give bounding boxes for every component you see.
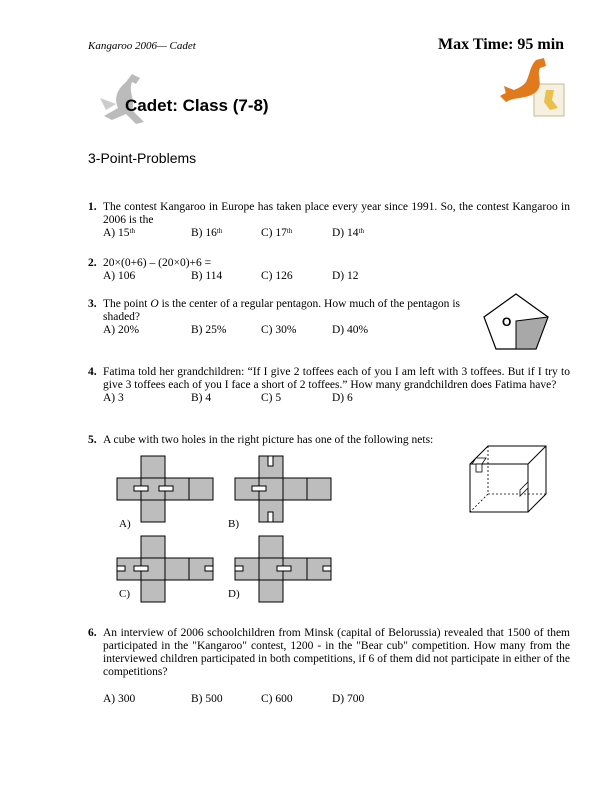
option-c: C) 600 [261, 693, 293, 705]
cube-figure [466, 442, 552, 516]
net-b [232, 452, 338, 524]
option-a: A) 20% [103, 324, 140, 336]
option-c: C) 5 [261, 392, 282, 404]
section-heading: 3-Point-Problems [88, 150, 197, 166]
max-time: Max Time: 95 min [438, 36, 565, 53]
net-a [114, 452, 220, 524]
header-left: Kangaroo 2006— Cadet [88, 40, 196, 52]
option-a: A) 106 [103, 270, 136, 282]
question-1 [88, 201, 570, 240]
option-c: C) 30% [261, 324, 297, 336]
question-text: 20×(0+6) – (20×0)+6 = [103, 257, 212, 269]
question-6 [88, 627, 570, 706]
option-b: B) 16th [191, 227, 223, 239]
option-a: A) 3 [103, 392, 124, 404]
net-a-label: A) [119, 518, 131, 530]
question-text: The point O is the center of a regular pentagon. How much of the pentagon is shaded? [103, 298, 460, 323]
option-a: A) 15th [103, 227, 135, 239]
option-b: B) 500 [191, 693, 223, 705]
option-d: D) 6 [332, 392, 353, 404]
question-4 [88, 366, 570, 405]
net-b-label: B) [228, 518, 239, 530]
net-c-label: C) [119, 588, 130, 600]
net-d-label: D) [228, 588, 240, 600]
pentagon-figure [480, 290, 560, 352]
question-text: An interview of 2006 schoolchildren from Minsk (capital of Belorussia) revealed that 1500 of them participated in the "Kangaroo" contest, 1200 - in the "Bear cub" competition. How many from the interviewed children participated in both competitions, if 6 of them did not participate in either of the competitions? [103, 627, 570, 678]
question-number: 2. [88, 257, 97, 269]
question-text: The contest Kangaroo in Europe has taken place every year since 1991. So, the contest Kangaroo in 2006 is the [103, 201, 570, 226]
question-2 [88, 257, 570, 283]
option-d: D) 700 [332, 693, 365, 705]
option-b: B) 4 [191, 392, 212, 404]
page-title: Cadet: Class (7-8) [125, 96, 269, 115]
question-number: 4. [88, 366, 97, 378]
option-d: D) 12 [332, 270, 359, 282]
question-3 [88, 298, 460, 337]
option-d: D) 40% [332, 324, 369, 336]
kangaroo-logo-icon [496, 56, 568, 120]
option-b: B) 114 [191, 270, 223, 282]
pentagon-center-label: O [502, 315, 512, 329]
net-d [232, 532, 338, 604]
option-a: A) 300 [103, 693, 136, 705]
option-c: C) 126 [261, 270, 293, 282]
option-c: C) 17th [261, 227, 293, 239]
option-d: D) 14th [332, 227, 364, 239]
question-number: 6. [88, 627, 97, 639]
question-text: Fatima told her grandchildren: “If I give 2 toffees each of you I am left with 3 toffees. But if I try to give 3 toffees each of you I face a short of 2 toffees.” How many grandchildren does Fatima have? [103, 366, 570, 391]
question-text: A cube with two holes in the right picture has one of the following nets: [103, 434, 434, 446]
question-number: 3. [88, 298, 97, 310]
option-b: B) 25% [191, 324, 227, 336]
question-number: 5. [88, 434, 97, 446]
question-number: 1. [88, 201, 97, 213]
